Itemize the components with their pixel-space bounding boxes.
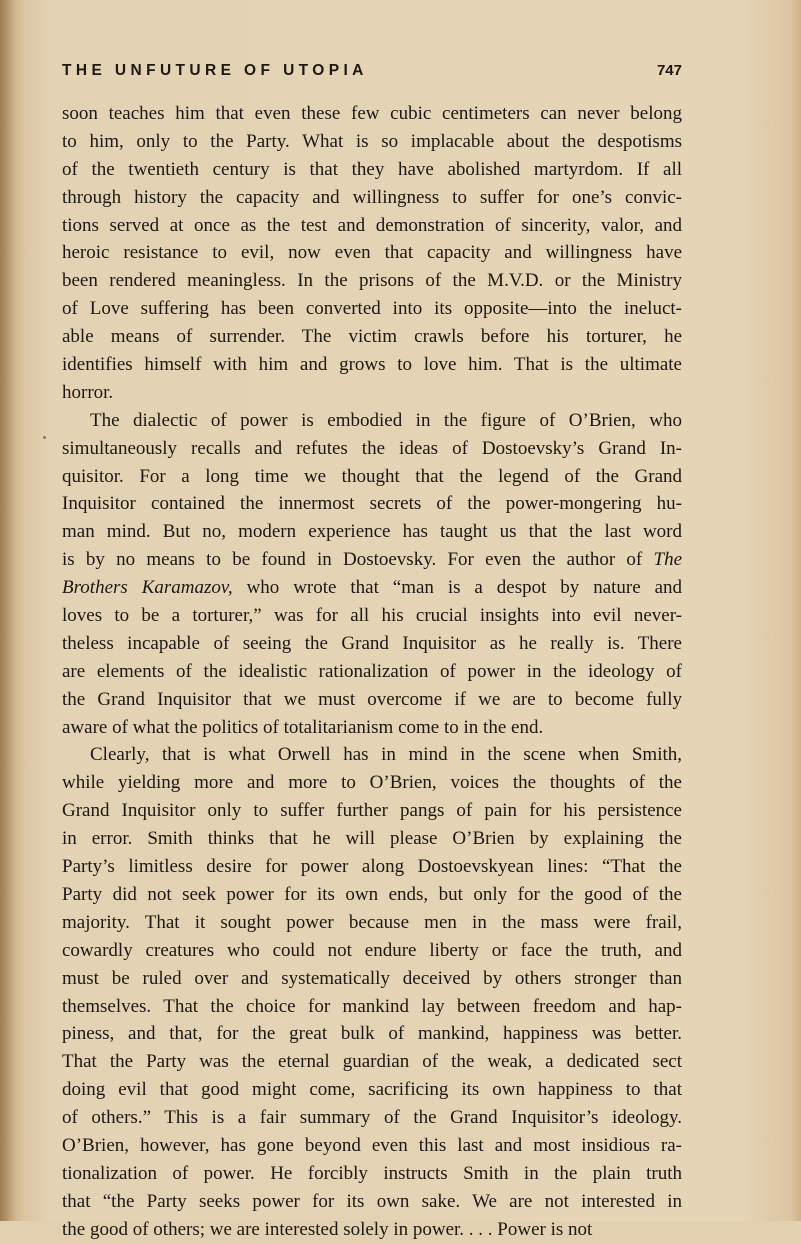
text-line: quisitor. For a long time we thought that the legend of the Grand (62, 465, 682, 487)
text-line: to him, only to the Party. What is so implacable about the despotisms (62, 130, 682, 152)
text-line: horror. (62, 381, 114, 403)
text-line: cowardly creatures who could not endure liberty or face the truth, and (62, 939, 682, 961)
text-line: simultaneously recalls and refutes the ideas of Dostoevsky’s Grand In- (62, 437, 682, 459)
text-line: Brothers Karamazov, who wrote that “man is a despot by nature and (62, 577, 683, 599)
text-line: tions served at once as the test and demonstration of sincerity, valor, and (62, 214, 682, 236)
text-line: Inquisitor contained the innermost secrets of the power-mongering hu- (62, 493, 682, 515)
text-line: the Grand Inquisitor that we must overcome if we are to become fully (62, 688, 682, 710)
text-line: is by no means to be found in Dostoevsky. For even the author of The (62, 549, 682, 571)
text-line: while yielding more and more to O’Brien, voices the thoughts of the (62, 772, 682, 794)
text-line: majority. That it sought power because men in the mass were frail, (62, 911, 682, 933)
text-line: theless incapable of seeing the Grand Inquisitor as he really is. There (62, 632, 682, 654)
text-line: are elements of the idealistic rationalization of power in the ideology of (62, 660, 682, 682)
text-line: of others.” This is a fair summary of the Grand Inquisitor’s ideology. (62, 1107, 682, 1129)
text-line: been rendered meaningless. In the prisons of the M.V.D. or the Ministry (62, 270, 682, 292)
text-line: that “the Party seeks power for its own sake. We are not interested in (62, 1190, 682, 1212)
text-line: themselves. That the choice for mankind lay between freedom and hap- (62, 995, 682, 1017)
text-line: soon teaches him that even these few cubic centimeters can never belong (62, 103, 682, 124)
text-line: identifies himself with him and grows to love him. That is the ultimate (62, 354, 682, 376)
paragraph (62, 100, 682, 407)
text-line: heroic resistance to evil, now even that capacity and willingness have (62, 242, 682, 264)
text-line: through history the capacity and willingness to suffer for one’s convic- (62, 186, 682, 208)
text-line: Party did not seek power for its own ends, but only for the good of the (62, 883, 682, 905)
text-line: loves to be a torturer,” was for all his crucial insights into evil never- (62, 605, 682, 627)
text-line: must be ruled over and systematically deceived by others stronger than (62, 967, 682, 989)
text-line: of the twentieth century is that they have abolished martyrdom. If all (62, 158, 682, 180)
text-line: in error. Smith thinks that he will please O’Brien by explaining the (62, 828, 682, 850)
text-line: Party’s limitless desire for power along Dostoevskyean lines: “That the (62, 856, 682, 878)
text-line: O’Brien, however, has gone beyond even this last and most insidious ra- (62, 1134, 682, 1156)
paragraph (62, 741, 682, 1243)
page-spine-shadow (0, 0, 16, 1221)
text-line: Clearly, that is what Orwell has in mind in the scene when Smith, (90, 744, 682, 766)
text-line: doing evil that good might come, sacrificing its own happiness to that (62, 1079, 682, 1101)
margin-mark (43, 436, 46, 439)
text-line: able means of surrender. The victim crawls before his torturer, he (62, 326, 682, 348)
text-line: piness, and that, for the great bulk of mankind, happiness was better. (62, 1023, 682, 1045)
paragraph (62, 407, 682, 742)
text-line: aware of what the politics of totalitarianism come to in the end. (62, 716, 544, 738)
text-line: Grand Inquisitor only to suffer further pangs of pain for his persistence (62, 800, 682, 822)
body-text (62, 100, 682, 1244)
text-line: man mind. But no, modern experience has taught us that the last word (62, 521, 682, 543)
text-line: The dialectic of power is embodied in the figure of O’Brien, who (90, 409, 682, 431)
page-number: 747 (656, 62, 682, 79)
text-line: That the Party was the eternal guardian of the weak, a dedicated sect (62, 1051, 682, 1073)
running-head (62, 62, 682, 84)
text-line: of Love suffering has been converted into its opposite—into the ineluct- (62, 298, 682, 320)
running-title: THE UNFUTURE OF UTOPIA (62, 62, 368, 79)
text-line: tionalization of power. He forcibly instructs Smith in the plain truth (62, 1162, 682, 1184)
text-line: the good of others; we are interested solely in power. . . . Power is not (62, 1218, 593, 1240)
